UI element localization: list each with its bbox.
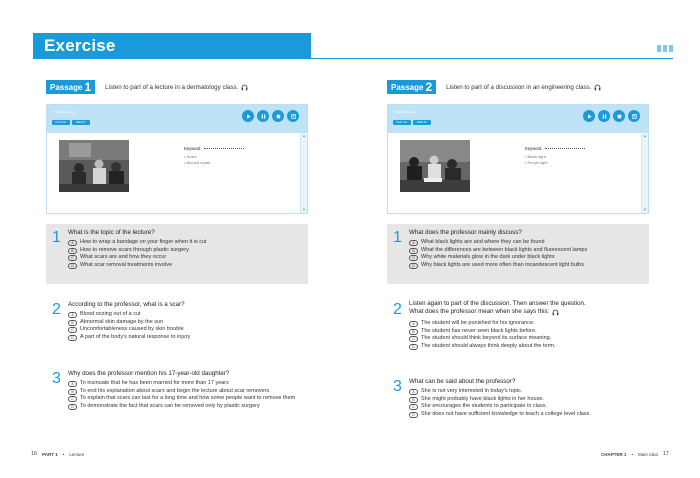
passage-1-heading bbox=[46, 80, 248, 94]
passage-1-instruction: Listen to part of a lecture in a dermatology class. bbox=[105, 84, 248, 91]
page-number: 16 bbox=[31, 451, 38, 457]
pause-icon[interactable] bbox=[598, 110, 610, 122]
answer-choice[interactable]: C She encourages the students to participate in class. bbox=[409, 403, 645, 411]
script-icon[interactable] bbox=[287, 110, 299, 122]
keyword-box: Keyword • Black light • Purple light bbox=[525, 146, 585, 165]
answer-choice[interactable]: D She does not have sufficient knowledge to teach a college level class. bbox=[409, 411, 645, 419]
answer-choice[interactable]: B Abnormal skin damage by the sun bbox=[68, 319, 304, 327]
answer-choice[interactable]: D To demonstrate the fact that scars can be removed only by plastic surgery bbox=[68, 403, 304, 411]
keyword-item: • Black light bbox=[525, 154, 546, 159]
question-number: 3 bbox=[393, 378, 402, 395]
question-text: What does the professor mainly discuss? bbox=[409, 229, 522, 236]
passage-2-audio-player bbox=[387, 104, 649, 214]
play-icon[interactable] bbox=[242, 110, 254, 122]
passage-1-question-1 bbox=[46, 224, 308, 284]
pause-icon[interactable] bbox=[257, 110, 269, 122]
play-icon[interactable] bbox=[583, 110, 595, 122]
header-divider bbox=[311, 58, 673, 59]
answer-choice[interactable]: C What scars are and how they occur bbox=[68, 254, 304, 262]
answer-choice[interactable]: D The student should always think deeply about the term. bbox=[409, 343, 645, 351]
answer-choice[interactable]: C The student should think beyond its surface meaning. bbox=[409, 335, 645, 343]
keyword-item: • Purple light bbox=[525, 160, 548, 165]
question-number: 1 bbox=[52, 229, 61, 246]
headphone-icon bbox=[594, 84, 601, 91]
question-text: What can be said about the professor? bbox=[409, 378, 516, 385]
question-text: According to the professor, what is a scar? bbox=[68, 301, 185, 308]
headphone-icon bbox=[552, 309, 559, 316]
play-all-button[interactable]: PLAY ALL bbox=[52, 120, 70, 125]
answer-choice[interactable]: A To insinuate that he has been married for more than 17 years bbox=[68, 380, 304, 388]
player-label: TOEFL listening bbox=[53, 110, 75, 114]
question-number: 2 bbox=[52, 301, 61, 318]
answer-choice[interactable]: D A part of the body's natural response to injury bbox=[68, 334, 304, 342]
answer-choice[interactable]: B What the differences are between black lights and fluorescent lamps bbox=[409, 247, 645, 255]
keyword-item: • Wound repair bbox=[184, 160, 211, 165]
answer-choice[interactable]: A Blood oozing out of a cut bbox=[68, 311, 304, 319]
replay-button[interactable]: REPLAY bbox=[413, 120, 431, 125]
question-text: Why does the professor mention his 17-year-old daughter? bbox=[68, 370, 230, 377]
question-number: 3 bbox=[52, 370, 61, 387]
footer-left: 16 PART 1 • Lecture bbox=[31, 451, 85, 457]
page-title: Exercise bbox=[44, 36, 116, 55]
player-label: TOEFL listening bbox=[394, 110, 416, 114]
decorative-squares bbox=[657, 45, 673, 52]
keyword-box: Keyword • Scars • Wound repair bbox=[184, 146, 244, 165]
answer-choice[interactable]: B The student has never seen black lights before. bbox=[409, 328, 645, 336]
answer-choice[interactable]: C Why white materials glow in the dark under black lights bbox=[409, 254, 645, 262]
answer-choice[interactable]: A How to wrap a bandage on your finger when it is cut bbox=[68, 239, 304, 247]
page-number: 17 bbox=[662, 451, 669, 457]
answer-choice[interactable]: B To end his explanation about scars and begin the lecture about scar removers bbox=[68, 388, 304, 396]
passage-2-question-2 bbox=[387, 296, 649, 366]
answer-choice[interactable]: C Uncomfortableness caused by skin trouble bbox=[68, 326, 304, 334]
passage-2-instruction: Listen to part of a discussion in an engineering class. bbox=[446, 84, 601, 91]
passage-1-audio-player bbox=[46, 104, 308, 214]
player-scrollbar[interactable]: ▲ ▼ bbox=[302, 133, 306, 212]
answer-choice[interactable]: C To explain that scars can last for a long time and how some people want to remove them bbox=[68, 395, 304, 403]
answer-choice[interactable]: D What scar removal treatments involve bbox=[68, 262, 304, 270]
passage-2-question-1 bbox=[387, 224, 649, 284]
headphone-icon bbox=[241, 84, 248, 91]
play-all-button[interactable]: PLAY ALL bbox=[393, 120, 411, 125]
passage-1-question-3 bbox=[46, 366, 308, 436]
question-number: 1 bbox=[393, 229, 402, 246]
keyword-item: • Scars bbox=[184, 154, 197, 159]
passage-1-tag: Passage 1 bbox=[46, 80, 95, 94]
stop-icon[interactable] bbox=[272, 110, 284, 122]
answer-choice[interactable]: B She might probably have black lights in her house. bbox=[409, 396, 645, 404]
answer-choice[interactable]: A The student will be punished for his ignorance. bbox=[409, 320, 645, 328]
player-scrollbar[interactable]: ▲ ▼ bbox=[643, 133, 647, 212]
passage-2-tag: Passage 2 bbox=[387, 80, 436, 94]
answer-choice[interactable]: D Why black lights are used more often than incandescent light bulbs bbox=[409, 262, 645, 270]
passage-1-question-2 bbox=[46, 296, 308, 356]
footer-right: CHAPTER 1 • Main Idea 17 bbox=[601, 451, 669, 457]
replay-button[interactable]: REPLAY bbox=[72, 120, 90, 125]
player-toolbar bbox=[47, 105, 307, 133]
question-number: 2 bbox=[393, 301, 402, 318]
answer-choice[interactable]: B How to remove scars through plastic surgery bbox=[68, 247, 304, 255]
script-icon[interactable] bbox=[628, 110, 640, 122]
player-toolbar bbox=[388, 105, 648, 133]
question-text: Listen again to part of the discussion. Then answer the question. What does the professor mean when she says this: bbox=[409, 300, 586, 315]
answer-choice[interactable]: A What black lights are and where they can be found bbox=[409, 239, 645, 247]
lecture-photo bbox=[59, 140, 129, 192]
discussion-photo bbox=[400, 140, 470, 192]
passage-2-question-3 bbox=[387, 374, 649, 434]
question-text: What is the topic of the lecture? bbox=[68, 229, 155, 236]
answer-choice[interactable]: A She is not very interested in today's topic. bbox=[409, 388, 645, 396]
passage-2-heading bbox=[387, 80, 601, 94]
stop-icon[interactable] bbox=[613, 110, 625, 122]
